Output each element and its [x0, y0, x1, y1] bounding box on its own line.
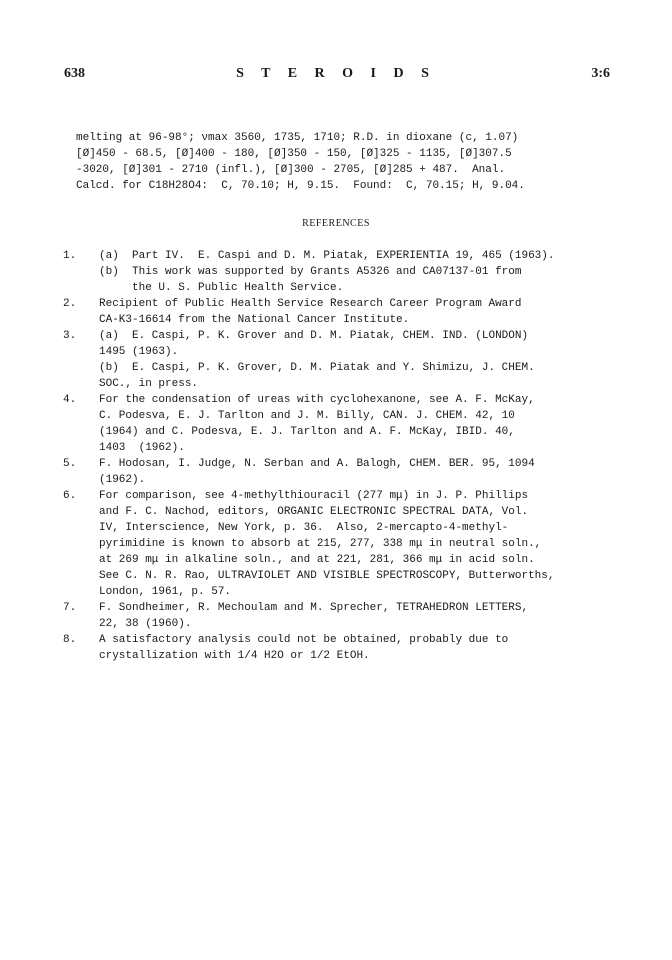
running-title: S T E R O I D S [236, 66, 436, 81]
reference-line: (b) E. Caspi, P. K. Grover, D. M. Piatak and Y. Shimizu, J. CHEM. [99, 362, 535, 374]
body-line: melting at 96-98°; νmax 3560, 1735, 1710; R.D. in dioxane (c, 1.07) [76, 132, 519, 144]
reference-line: (a) E. Caspi, P. K. Grover and D. M. Piatak, CHEM. IND. (LONDON) [99, 330, 529, 342]
reference-number: 3. [63, 330, 77, 342]
page-number: 638 [64, 66, 85, 81]
reference-line: (1964) and C. Podesva, E. J. Tarlton and A. F. McKay, IBID. 40, [99, 426, 515, 438]
reference-number: 5. [63, 458, 77, 470]
reference-item [63, 392, 643, 456]
reference-item [63, 296, 643, 328]
reference-number: 8. [63, 634, 77, 646]
reference-line: 22, 38 (1960). [99, 618, 192, 630]
body-line: Calcd. for C18H28O4: C, 70.10; H, 9.15. Found: C, 70.15; H, 9.04. [76, 180, 525, 192]
reference-item [63, 456, 643, 488]
reference-line: Recipient of Public Health Service Research Career Program Award [99, 298, 522, 310]
reference-line: crystallization with 1/4 H2O or 1/2 EtOH. [99, 650, 370, 662]
references-list [63, 248, 643, 664]
reference-line: See C. N. R. Rao, ULTRAVIOLET AND VISIBLE SPECTROSCOPY, Butterworths, [99, 570, 555, 582]
reference-line: IV, Interscience, New York, p. 36. Also, 2-mercapto-4-methyl- [99, 522, 509, 534]
reference-line: pyrimidine is known to absorb at 215, 277, 338 mμ in neutral soln., [99, 538, 542, 550]
reference-number: 6. [63, 490, 77, 502]
body-line: -3020, [Ø]301 - 2710 (infl.), [Ø]300 - 2705, [Ø]285 + 487. Anal. [76, 164, 506, 176]
reference-line: 1403 (1962). [99, 442, 185, 454]
body-line: [Ø]450 - 68.5, [Ø]400 - 180, [Ø]350 - 150, [Ø]325 - 1135, [Ø]307.5 [76, 148, 512, 160]
reference-line: 1495 (1963). [99, 346, 179, 358]
reference-line: For comparison, see 4-methylthiouracil (277 mμ) in J. P. Phillips [99, 490, 529, 502]
reference-line: the U. S. Public Health Service. [99, 282, 344, 294]
reference-line: C. Podesva, E. J. Tarlton and J. M. Billy, CAN. J. CHEM. 42, 10 [99, 410, 515, 422]
reference-number: 2. [63, 298, 77, 310]
reference-line: For the condensation of ureas with cyclohexanone, see A. F. McKay, [99, 394, 535, 406]
reference-line: London, 1961, p. 57. [99, 586, 232, 598]
reference-item [63, 248, 643, 296]
experimental-text [76, 130, 636, 194]
reference-line: F. Hodosan, I. Judge, N. Serban and A. Balogh, CHEM. BER. 95, 1094 [99, 458, 535, 470]
reference-item [63, 488, 643, 600]
reference-line: (b) This work was supported by Grants A5326 and CA07137-01 from [99, 266, 522, 278]
reference-number: 7. [63, 602, 77, 614]
reference-line: (a) Part IV. E. Caspi and D. M. Piatak, EXPERIENTIA 19, 465 (1963). [99, 250, 555, 262]
reference-line: (1962). [99, 474, 146, 486]
reference-line: CA-K3-16614 from the National Cancer Institute. [99, 314, 410, 326]
reference-number: 1. [63, 250, 77, 262]
reference-item [63, 600, 643, 632]
reference-line: A satisfactory analysis could not be obtained, probably due to [99, 634, 509, 646]
reference-item [63, 632, 643, 664]
page-header [0, 66, 672, 86]
reference-line: and F. C. Nachod, editors, ORGANIC ELECTRONIC SPECTRAL DATA, Vol. [99, 506, 529, 518]
references-heading: REFERENCES [302, 218, 370, 229]
reference-line: SOC., in press. [99, 378, 199, 390]
reference-number: 4. [63, 394, 77, 406]
reference-line: F. Sondheimer, R. Mechoulam and M. Sprecher, TETRAHEDRON LETTERS, [99, 602, 529, 614]
section-number: 3:6 [591, 66, 610, 81]
reference-line: at 269 mμ in alkaline soln., and at 221, 281, 366 mμ in acid soln. [99, 554, 535, 566]
reference-item [63, 328, 643, 392]
